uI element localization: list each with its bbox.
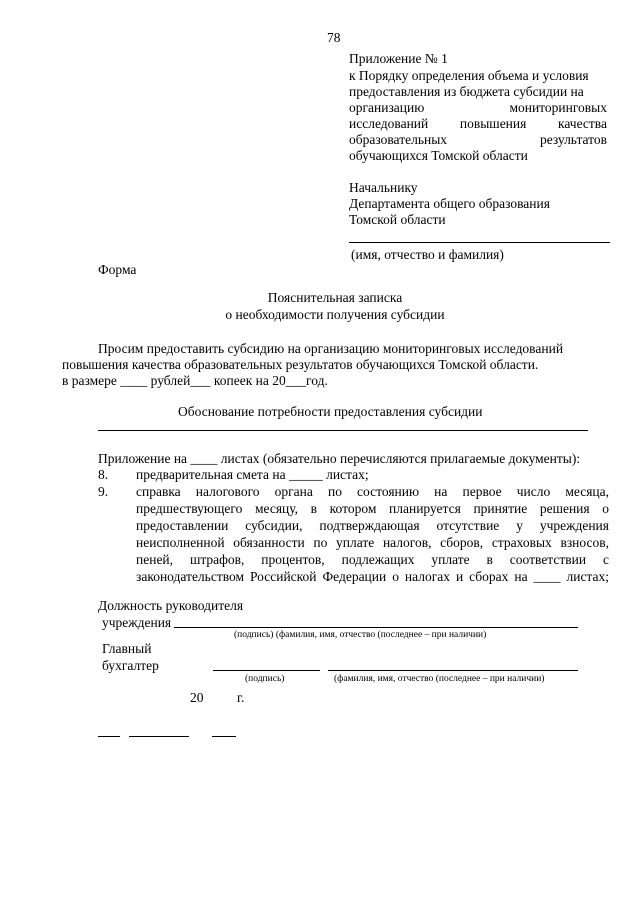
date-year: 20 — [190, 690, 204, 705]
attachment-line: Приложение на ____ листах (обязательно перечисляются прилагаемые документы): — [98, 451, 581, 466]
accountant-signature-line — [213, 670, 320, 671]
accountant-label: Главный — [102, 641, 152, 656]
appendix-title: Приложение № 1 — [349, 51, 448, 66]
appendix-line: организацию мониторинговых — [349, 100, 607, 115]
date-day-line — [98, 736, 120, 737]
appendix-line: предоставления из бюджета субсидии на — [349, 84, 584, 99]
accountant-sign-caption: (подпись) — [245, 674, 285, 684]
list-item-text: предоставлении субсидии, подтверждающая отсутствие у учреждения — [136, 518, 609, 533]
request-line-1: Просим предоставить субсидию на организацию мониторинговых исследований — [98, 341, 564, 356]
document-heading: Пояснительная записка — [267, 290, 403, 305]
addressee-name-line — [349, 242, 610, 243]
list-item-text: неисполненной обязанности по уплате налогов, сборов, страховых взносов, — [136, 535, 609, 550]
list-item-text: предварительная смета на _____ листах; — [136, 467, 369, 482]
request-line-3: в размере ____ рублей___ копеек на 20___год. — [62, 373, 328, 388]
head-signature-caption: (подпись) (фамилия, имя, отчество (последнее – при наличии) — [234, 630, 487, 640]
date-suffix: г. — [237, 690, 245, 705]
list-item-number: 9. — [98, 484, 109, 499]
appendix-line: обучающихся Томской области — [349, 148, 528, 163]
request-line-2: повышения качества образовательных результатов обучающихся Томской области. — [62, 357, 539, 372]
list-item-number: 8. — [98, 467, 109, 482]
accountant-name-caption: (фамилия, имя, отчество (последнее – при наличии) — [334, 674, 545, 684]
list-item-text: пеней, штрафов, процентов, подлежащих уплате в соответствии с — [136, 552, 609, 567]
document-subheading: о необходимости получения субсидии — [225, 307, 445, 322]
accountant-label: бухгалтер — [102, 658, 159, 673]
addressee-line: Начальнику — [349, 180, 418, 195]
form-label: Форма — [98, 262, 137, 277]
appendix-line: к Порядку определения объема и условия — [349, 68, 589, 83]
appendix-line: исследований повышения качества — [349, 116, 607, 131]
list-item-text: законодательством Российской Федерации о налогах и сборах на ____ листах; — [136, 569, 609, 584]
justification-title: Обоснование потребности предоставления субсидии — [178, 404, 483, 419]
date-year-line — [212, 736, 236, 737]
list-item-text: справка налогового органа по состоянию на первое число месяца, — [136, 484, 609, 499]
accountant-name-line — [328, 670, 578, 671]
head-institution-label: учреждения — [102, 615, 172, 630]
list-item-text: предшествующего месяцу, в котором планируется принятие решения о — [136, 501, 609, 516]
page-number: 78 — [327, 30, 341, 45]
head-position-label: Должность руководителя — [98, 598, 244, 613]
justification-line — [98, 430, 588, 431]
date-month-line — [129, 736, 189, 737]
appendix-line: образовательных результатов — [349, 132, 607, 147]
addressee-line: Департамента общего образования — [349, 196, 550, 211]
addressee-caption: (имя, отчество и фамилия) — [351, 247, 504, 262]
addressee-line: Томской области — [349, 212, 446, 227]
head-signature-line — [174, 627, 578, 628]
